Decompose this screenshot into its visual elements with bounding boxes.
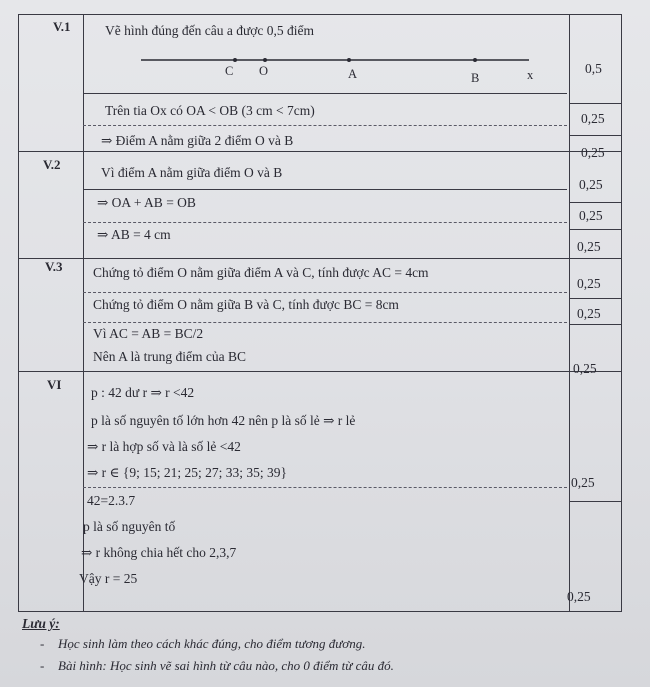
answer-line: 42=2.3.7 (87, 493, 136, 508)
note-item: - Bài hình: Học sinh vẽ sai hình từ câu nào, cho 0 điểm từ câu đó. (40, 658, 394, 673)
ray-figure (137, 47, 537, 87)
answer-line: Nên A là trung điểm của BC (93, 349, 246, 364)
point-c-label: C (225, 64, 234, 78)
answer-line: ⇒ r ∈ {9; 15; 21; 25; 27; 33; 35; 39} (87, 465, 288, 480)
answer-line: Chứng tỏ điểm O nằm giữa B và C, tính được BC = 8cm (93, 297, 399, 312)
answer-line: Chứng tỏ điểm O nằm giữa điểm A và C, tính được AC = 4cm (93, 265, 429, 280)
grading-table (18, 14, 622, 612)
answer-line: p là số nguyên tố (83, 519, 176, 534)
score: 0,25 (581, 111, 605, 126)
answer-line: ⇒ r là hợp số và là số lẻ <42 (87, 439, 241, 454)
answer-line: ⇒ OA + AB = OB (97, 195, 196, 210)
score-divider (569, 501, 621, 502)
row-divider (83, 189, 567, 190)
point-b-label: B (471, 71, 480, 85)
answer-line: ⇒ r không chia hết cho 2,3,7 (81, 545, 237, 560)
score: 0,25 (577, 276, 601, 291)
score-divider (569, 324, 621, 325)
score: 0,25 (579, 177, 603, 192)
score: 0,25 (577, 239, 601, 254)
score-divider (569, 135, 621, 136)
score-divider (569, 229, 621, 230)
answer-line: Vẽ hình đúng đến câu a được 0,5 điểm (105, 23, 315, 38)
score: 0,25 (567, 589, 591, 604)
row-divider (83, 125, 567, 126)
point-a-label: A (348, 67, 358, 81)
score: 0,5 (585, 61, 602, 76)
row-divider (83, 487, 567, 488)
answer-line: p là số nguyên tố lớn hơn 42 nên p là số lẻ ⇒ r lẻ (91, 413, 356, 428)
score-divider (569, 103, 621, 104)
section-label-v2: V.2 (43, 157, 61, 172)
section-divider (19, 371, 621, 372)
point-x-label: x (527, 68, 534, 82)
row-divider (83, 292, 567, 293)
score: 0,25 (573, 361, 597, 376)
row-divider (83, 322, 567, 323)
point-o-label: O (259, 64, 269, 78)
score: 0,25 (571, 475, 595, 490)
score: 0,25 (579, 208, 603, 223)
section-label-v3: V.3 (45, 259, 63, 274)
section-divider (19, 258, 621, 259)
score-divider (569, 298, 621, 299)
answer-line: ⇒ Điểm A nằm giữa 2 điểm O và B (101, 133, 294, 148)
answer-line: p : 42 dư r ⇒ r <42 (91, 385, 195, 400)
answer-line: ⇒ AB = 4 cm (97, 227, 171, 242)
section-divider (19, 151, 621, 152)
score: 0,25 (577, 306, 601, 321)
score: 0,25 (581, 145, 605, 160)
answer-line: Trên tia Ox có OA < OB (3 cm < 7cm) (105, 103, 315, 118)
section-label-vi: VI (47, 377, 62, 392)
row-divider (83, 222, 567, 223)
section-label-v1: V.1 (53, 19, 71, 34)
answer-line: Vậy r = 25 (79, 571, 138, 586)
score-divider (569, 202, 621, 203)
note-item: - Học sinh làm theo cách khác đúng, cho điểm tương đương. (40, 636, 366, 651)
note-text: Học sinh làm theo cách khác đúng, cho điểm tương đương. (58, 636, 366, 651)
note-text: Bài hình: Học sinh vẽ sai hình từ câu nào, cho 0 điểm từ câu đó. (58, 658, 394, 673)
answer-line: Vì AC = AB = BC/2 (93, 326, 204, 341)
answer-line: Vì điểm A nằm giữa điểm O và B (101, 165, 283, 180)
notes-title: Lưu ý: (22, 616, 60, 631)
row-divider (83, 93, 567, 94)
score-column-divider (569, 15, 570, 611)
